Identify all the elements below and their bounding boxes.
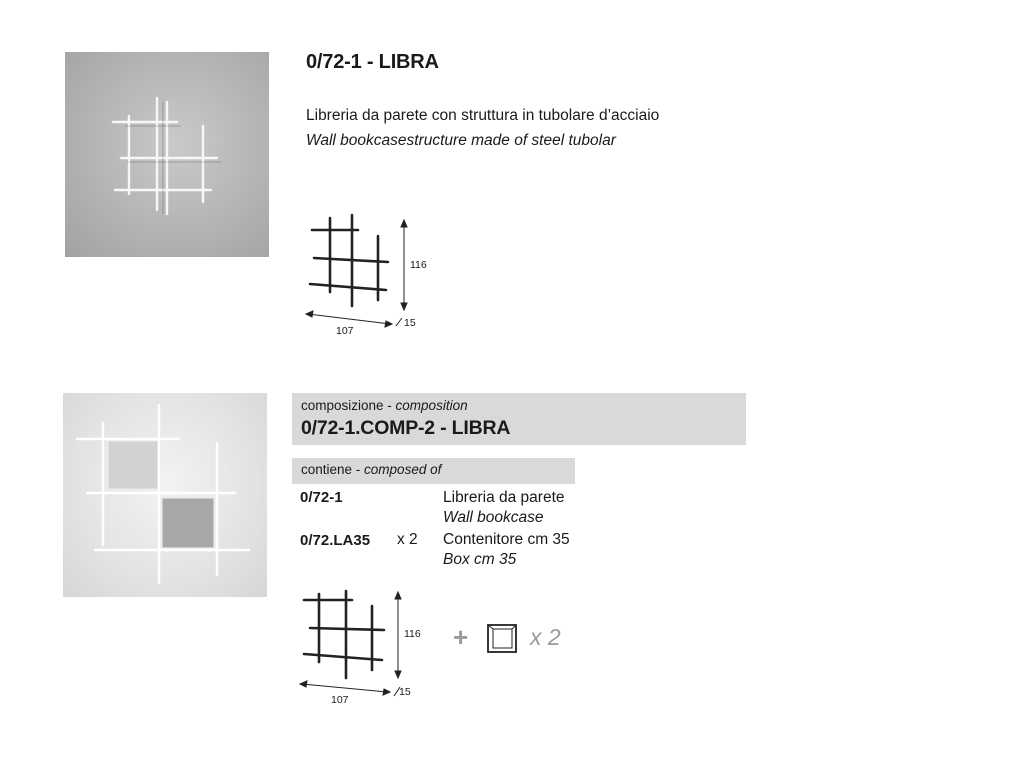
libra-product-photo: [65, 52, 269, 257]
item-code: 0/72.LA35: [300, 532, 371, 549]
composition-label: [301, 398, 468, 413]
libra-bookcase-drawing-icon: [300, 210, 440, 340]
libra-technical-drawing: [300, 210, 440, 340]
item-code: 0/72-1: [300, 489, 343, 506]
composition-label-italian: composizione -: [301, 398, 396, 413]
plus-sign: +: [453, 622, 469, 652]
depth-dimension: 15: [399, 686, 411, 698]
composition-title: 0/72-1.COMP-2 - LIBRA: [301, 417, 511, 439]
height-dimension: 116: [410, 259, 427, 271]
width-dimension: 107: [331, 694, 349, 706]
composition-label-english: composition: [395, 398, 468, 413]
height-dimension: 116: [404, 628, 421, 640]
item-name-english: Wall bookcase: [443, 509, 544, 526]
depth-dimension: 15: [404, 317, 416, 329]
box-multiplier: x 2: [530, 624, 561, 650]
width-dimension: 107: [336, 325, 354, 337]
product-description-english: Wall bookcasestructure made of steel tubolar: [306, 132, 616, 149]
item-name-italian: Libreria da parete: [443, 489, 565, 506]
contains-label-english: composed of: [364, 462, 442, 477]
product-title: 0/72-1 - LIBRA: [306, 51, 439, 73]
libra-composition-image: [63, 393, 267, 597]
box-icon: [486, 623, 520, 655]
product-description-italian: Libreria da parete con struttura in tubolare d’acciaio: [306, 107, 660, 124]
libra-bookcase-image: [65, 52, 269, 257]
composition-product-photo: [63, 393, 267, 597]
composition-technical-drawing: [294, 586, 434, 710]
contains-label-italian: contiene -: [301, 462, 365, 477]
contains-label: [301, 462, 441, 477]
item-quantity: x 2: [397, 531, 418, 548]
item-name-italian: Contenitore cm 35: [443, 531, 570, 548]
item-name-english: Box cm 35: [443, 551, 517, 568]
libra-bookcase-drawing-icon: [294, 586, 434, 710]
